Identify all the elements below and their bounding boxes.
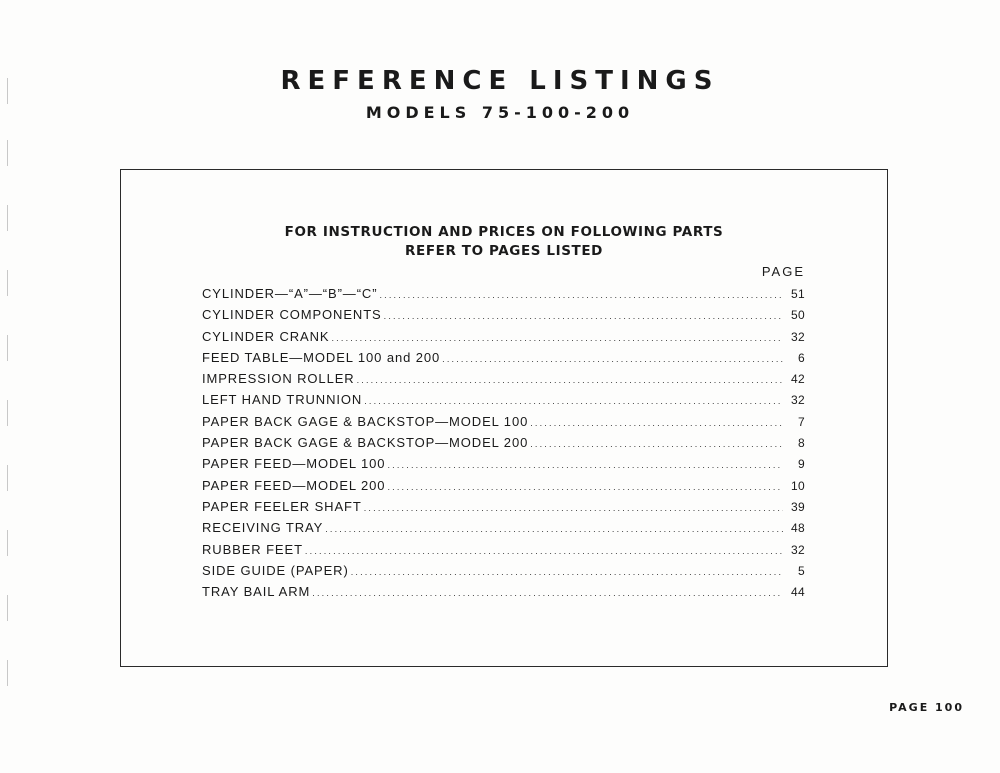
entry-page: 39 [791,499,805,514]
list-item [202,286,805,307]
list-item [202,520,805,541]
entry-label: RECEIVING TRAY [202,520,324,536]
entry-page: 32 [791,393,805,408]
entry-label: RUBBER FEET [202,541,303,557]
reference-box [120,169,888,667]
page-column-label: PAGE [761,264,805,279]
entry-page: 42 [791,372,805,387]
entry-label: IMPRESSION ROLLER [202,371,355,387]
entry-page: 32 [791,329,805,344]
list-item [202,456,805,477]
list-item [202,307,805,328]
dot-leader [379,290,783,300]
list-item [202,435,805,456]
dot-leader [442,354,783,364]
list-item [202,392,805,413]
entry-page: 7 [798,414,805,429]
page-number: PAGE 100 [889,701,964,714]
entry-label: CYLINDER COMPONENTS [202,307,382,323]
box-heading-line1: FOR INSTRUCTION AND PRICES ON FOLLOWING PARTS [284,224,724,240]
list-item [202,371,805,392]
list-item [202,478,805,499]
entry-label: TRAY BAIL ARM [202,584,311,600]
dot-leader [312,588,783,598]
dot-leader [305,546,783,556]
dot-leader [364,396,783,406]
entry-label: PAPER BACK GAGE & BACKSTOP—MODEL 100 [202,413,529,429]
page-title: REFERENCE LISTINGS [280,66,720,96]
dot-leader [387,482,783,492]
entry-page: 50 [791,308,805,323]
reference-list [202,286,805,605]
entry-page: 48 [791,521,805,536]
dot-leader [351,567,783,577]
entry-label: PAPER FEED—MODEL 100 [202,456,386,472]
entry-label: PAPER BACK GAGE & BACKSTOP—MODEL 200 [202,435,529,451]
dot-leader [325,524,783,534]
dot-leader [530,418,783,428]
page-subtitle: MODELS 75-100-200 [365,103,635,122]
list-item [202,350,805,371]
dot-leader [530,439,783,449]
entry-label: PAPER FEED—MODEL 200 [202,477,386,493]
list-item [202,414,805,435]
list-item [202,329,805,350]
dot-leader [387,460,783,470]
list-item [202,584,805,605]
dot-leader [357,375,783,385]
entry-label: CYLINDER—“A”—“B”—“C” [202,286,378,301]
list-item [202,542,805,563]
entry-page: 6 [798,350,805,365]
entry-label: SIDE GUIDE (PAPER) [202,562,349,578]
dot-leader [364,503,783,513]
entry-page: 51 [791,287,805,301]
entry-label: PAPER FEELER SHAFT [202,498,362,514]
entry-page: 8 [798,436,805,451]
box-heading-line2: REFER TO PAGES LISTED [405,243,603,259]
entry-page: 10 [791,478,805,493]
entry-page: 9 [798,457,805,472]
dot-leader [331,333,783,343]
entry-label: LEFT HAND TRUNNION [202,392,363,408]
entry-label: FEED TABLE—MODEL 100 and 200 [202,349,441,365]
entry-page: 44 [791,585,805,600]
entry-page: 5 [798,563,805,578]
list-item [202,563,805,584]
list-item [202,499,805,520]
entry-label: CYLINDER CRANK [202,328,330,344]
dot-leader [384,311,783,321]
entry-page: 32 [791,542,805,557]
